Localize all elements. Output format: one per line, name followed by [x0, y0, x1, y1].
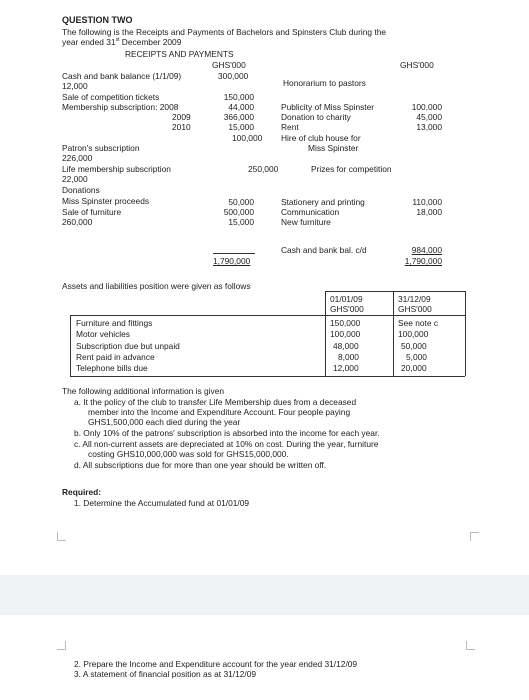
intro-year-ended: year ended 31	[62, 37, 116, 47]
receipt-cash-wrap: 12,000	[62, 81, 88, 91]
payment-charity-value: 45,000	[416, 112, 442, 122]
crop-mark-top-right	[466, 641, 475, 650]
question-title: QUESTION TWO	[62, 15, 133, 25]
asset-row-v1: 100,000	[330, 329, 361, 339]
asset-row-v1: 8,000	[338, 352, 359, 362]
asset-row-label: Furniture and fittings	[76, 318, 153, 328]
intro-date: December 2009	[119, 37, 182, 47]
payment-charity-label: Donation to charity	[281, 112, 351, 122]
receipt-furniture-value: 15,000	[228, 217, 254, 227]
intro-line-1: The following is the Receipts and Payments of Bachelors and Spinsters Club during the	[62, 27, 387, 37]
note-c-line-1: c. All non-current assets are depreciated at 10% on cost. During the year, furniture	[74, 439, 379, 449]
receipt-life-label: Life membership subscription	[62, 164, 171, 174]
receipt-membership-2010: 15,000	[228, 122, 254, 132]
payment-new-furniture-label: New furniture	[281, 217, 331, 227]
assets-table-label-bottom	[70, 376, 326, 377]
assets-col1-unit: GHS'000	[330, 304, 364, 314]
crop-mark-bottom-right	[470, 532, 479, 541]
receipt-spinster-label: Miss Spinster proceeds	[62, 196, 150, 206]
receipt-membership-2009: 366,000	[223, 112, 254, 122]
payment-cash-cd-label: Cash and bank bal. c/d	[281, 245, 367, 255]
assets-table-right-border	[465, 291, 466, 376]
receipt-patron-mid: 100,000	[232, 133, 263, 143]
right-unit-header: GHS'000	[400, 60, 434, 70]
assets-table-header-rule	[70, 315, 465, 316]
intro-line-2	[62, 37, 181, 47]
payment-hire-label: Hire of club house for	[281, 133, 361, 143]
receipt-year-2010: 2010	[172, 122, 191, 132]
asset-row-label: Motor vehicles	[76, 329, 130, 339]
asset-row-v2: 5,000	[406, 352, 427, 362]
receipt-competition-value: 150,000	[223, 92, 254, 102]
receipt-membership-2008: 44,000	[228, 102, 254, 112]
payment-cash-cd-value: 984,000	[411, 245, 442, 255]
payment-stationery-label: Stationery and printing	[281, 197, 365, 207]
assets-col2-unit: GHS'000	[398, 304, 432, 314]
receipt-donations-label: Donations	[62, 185, 100, 195]
payment-publicity-value: 100,000	[411, 102, 442, 112]
asset-row-v2: See note c	[398, 318, 439, 328]
payment-rent-label: Rent	[281, 122, 299, 132]
assets-col2-date: 31/12/09	[398, 294, 431, 304]
crop-mark-bottom-left	[57, 532, 66, 541]
receipt-membership-label: Membership subscription: 2008	[62, 102, 179, 112]
assets-table-bottom-rule	[325, 376, 465, 377]
asset-row-label: Subscription due but unpaid	[76, 341, 180, 351]
payment-rent-value: 13,000	[416, 122, 442, 132]
payment-hire-label-2: Miss Spinster	[308, 143, 359, 153]
receipt-competition-label: Sale of competition tickets	[62, 92, 160, 102]
receipt-patron-label: Patron's subscription	[62, 143, 140, 153]
crop-mark-top-left	[57, 641, 66, 650]
receipt-life-wrap: 22,000	[62, 174, 88, 184]
required-heading: Required:	[62, 487, 102, 497]
account-title: RECEIPTS AND PAYMENTS	[125, 49, 234, 59]
payment-stationery-value: 110,000	[412, 197, 442, 207]
payment-prizes-label: Prizes for competition	[311, 164, 392, 174]
page-gap	[0, 575, 529, 615]
note-a-line-2: member into the Income and Expenditure Account. Four people paying	[88, 407, 351, 417]
asset-row-v2: 100,000	[398, 329, 429, 339]
required-item-3: 3. A statement of financial position as at 31/12/09	[74, 669, 257, 679]
asset-row-label: Telephone bills due	[76, 363, 148, 373]
note-a-line-3: GHS1,500,000 each died during the year	[88, 417, 241, 427]
assets-table-mid-border	[393, 291, 394, 376]
note-d-line-1: d. All subscriptions due for more than one year should be written off.	[74, 460, 327, 470]
receipt-life-mid: 250,000	[248, 164, 279, 174]
left-unit-header: GHS'000	[212, 60, 246, 70]
info-heading: The following additional information is given	[62, 386, 225, 396]
asset-row-v2: 50,000	[401, 341, 427, 351]
assets-table-label-border	[70, 315, 71, 376]
payments-total: 1,790,000	[404, 256, 442, 266]
assets-heading: Assets and liabilities position were given as follows	[62, 281, 251, 291]
receipt-furniture-label: Sale of furniture	[62, 207, 122, 217]
intro-superscript: st	[115, 37, 120, 44]
required-item-2: 2. Prepare the Income and Expenditure account for the year ended 31/12/09	[74, 659, 358, 669]
receipt-donations-value: 50,000	[228, 197, 254, 207]
payment-publicity-label: Publicity of Miss Spinster	[281, 102, 375, 112]
receipt-spinster-value: 500,000	[223, 207, 254, 217]
document-page-2	[0, 615, 529, 700]
receipt-cash-value: 300,000	[218, 71, 249, 81]
receipt-patron-wrap: 226,000	[62, 153, 93, 163]
receipt-furniture-wrap: 260,000	[62, 217, 93, 227]
receipt-year-2009: 2009	[172, 112, 191, 122]
receipts-total: 1,790,000	[213, 256, 251, 266]
receipts-total-rule	[213, 253, 255, 254]
payment-communication-value: 18,000	[416, 207, 442, 217]
note-b-line-1: b. Only 10% of the patrons' subscription is absorbed into the income for each year.	[74, 428, 380, 438]
assets-table-top-rule	[325, 291, 465, 292]
asset-row-v1: 48,000	[333, 341, 359, 351]
receipt-cash-label: Cash and bank balance (1/1/09)	[62, 71, 182, 81]
asset-row-v1: 12,000	[333, 363, 359, 373]
note-c-line-2: costing GHS10,000,000 was sold for GHS15,000,000.	[88, 449, 289, 459]
payment-communication-label: Communication	[281, 207, 340, 217]
asset-row-v2: 20,000	[401, 363, 427, 373]
payment-honorarium-label: Honorarium to pastors	[283, 78, 366, 88]
assets-col1-date: 01/01/09	[330, 294, 363, 304]
asset-row-v1: 150,000	[330, 318, 361, 328]
asset-row-label: Rent paid in advance	[76, 352, 155, 362]
required-item-1: 1. Determine the Accumulated fund at 01/01/09	[74, 498, 250, 508]
assets-table-left-border	[325, 291, 326, 376]
note-a-line-1: a. It the policy of the club to transfer Life Membership dues from a deceased	[74, 397, 357, 407]
